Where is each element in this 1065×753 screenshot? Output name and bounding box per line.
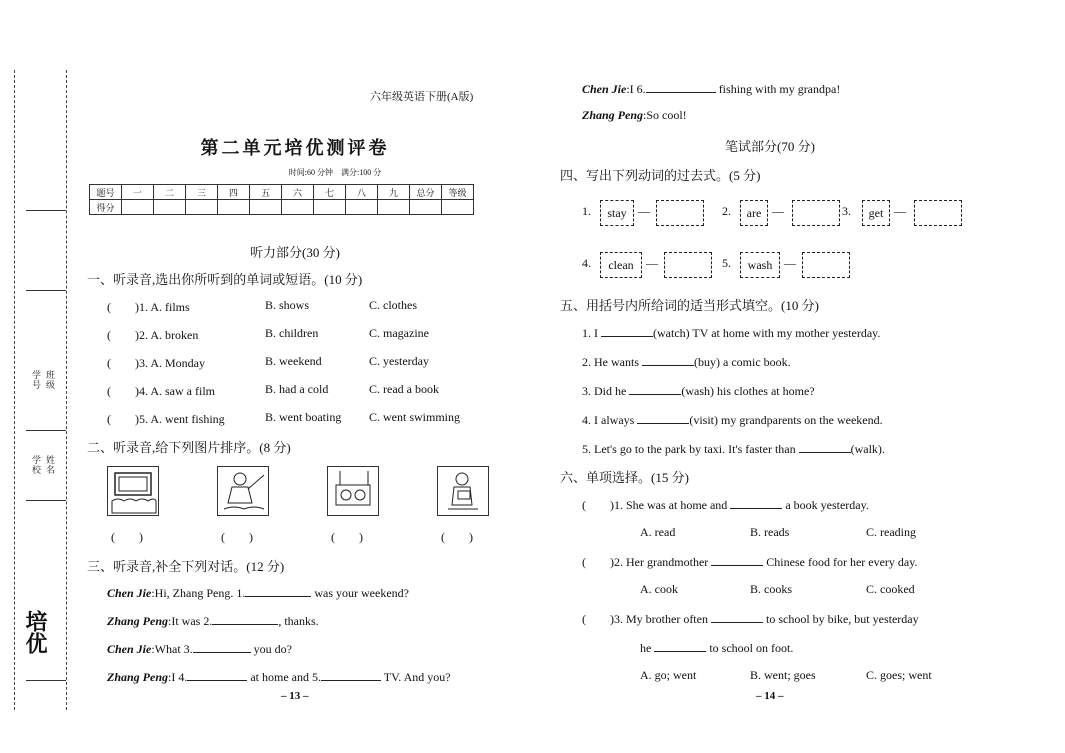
- class-field-label: 班级: [45, 370, 55, 390]
- speaker-name: Zhang Peng: [107, 670, 169, 684]
- mc-question: ( )2. Her grandmother Chinese food for her every day.: [582, 555, 918, 569]
- answer-blank[interactable]: [711, 553, 763, 566]
- reading-drawing: [438, 467, 488, 515]
- mc-question: ( )1. She was at home and a book yesterday.: [582, 498, 869, 512]
- speaker-name: Zhang Peng: [107, 614, 169, 628]
- fishing-picture: [217, 466, 269, 516]
- fill-item: 5. Let's go to the park by taxi. It's faster than (walk).: [582, 442, 885, 456]
- speaker-name: Zhang Peng: [582, 108, 644, 122]
- option-c[interactable]: C. cooked: [866, 582, 915, 596]
- score-cell[interactable]: [122, 200, 154, 215]
- verb-box: get: [862, 200, 890, 226]
- fishing-drawing: [218, 467, 268, 515]
- score-header: 题号: [90, 185, 122, 200]
- brand-logo: [20, 610, 56, 690]
- verb-item-num: 5.: [722, 256, 731, 270]
- section1-title: 一、听录音,选出你所听到的单词或短语。(10 分): [87, 272, 363, 287]
- strip-divider: [26, 290, 66, 291]
- brand-text: 培优: [23, 610, 48, 654]
- order-bracket[interactable]: ( ): [331, 530, 363, 544]
- cut-line: [66, 70, 67, 710]
- score-header: 六: [282, 185, 314, 200]
- cleaning-drawing: [328, 467, 378, 515]
- answer-blank[interactable]: [321, 668, 381, 681]
- answer-blank[interactable]: [212, 612, 278, 625]
- score-header: 等级: [442, 185, 474, 200]
- right-page: [560, 70, 980, 710]
- order-bracket[interactable]: ( ): [111, 530, 143, 544]
- strip-divider: [26, 680, 66, 681]
- verb-item-num: 3.: [842, 204, 851, 218]
- score-cell[interactable]: [346, 200, 378, 215]
- answer-blank[interactable]: [637, 411, 689, 424]
- tv-picture: [107, 466, 159, 516]
- fill-item: 2. He wants (buy) a comic book.: [582, 355, 791, 369]
- score-header: 总分: [410, 185, 442, 200]
- score-cell[interactable]: [186, 200, 218, 215]
- answer-blank[interactable]: [646, 80, 716, 93]
- answer-blank[interactable]: [187, 668, 247, 681]
- answer-blank[interactable]: [654, 639, 706, 652]
- score-cell[interactable]: [154, 200, 186, 215]
- score-header-row: [90, 185, 474, 200]
- verb-box: clean: [600, 252, 642, 278]
- answer-blank[interactable]: [711, 610, 763, 623]
- score-table: [89, 184, 474, 215]
- score-header: 七: [314, 185, 346, 200]
- score-cell[interactable]: [442, 200, 474, 215]
- section4-title: 四、写出下列动词的过去式。(5 分): [560, 168, 761, 183]
- option-a[interactable]: A. cook: [640, 582, 678, 596]
- left-page: 六年级英语下册(A版) 第二单元培优测评卷 时间:60 分钟 满分:100 分 题号 一 二 三 四 五 六 七 八 九 总分 等级 得分 听力部分(30 分) 一、听录音,选出你所听到的单词或短语。(10 分) ( )1. A. films B. shows C. clothes ( )2. A. broken B. children C. magazine ( )3. A. Monday B. weekend C. yesterday ( )4. A. saw a film B. had a cold C. read a book ( )5. A. went fishing B. went boating C. went swimming 二、听录音,给下列图片排序。(8 分) ( ) ( ) ( ) ( ) 三、听录音,补全下列对话。(12 分) Chen Jie:Hi, Zhang Peng. 1. was your weekend? Zhang Peng:It was 2. , thanks. Chen Jie:What 3. you do? Zhang Peng:I 4. at home and 5. TV. And you? – 13 –: [85, 70, 505, 710]
- dash: —: [638, 204, 650, 218]
- section3-title: 三、听录音,补全下列对话。(12 分): [87, 559, 285, 574]
- dash: —: [784, 256, 796, 270]
- order-bracket[interactable]: ( ): [221, 530, 253, 544]
- section6-title: 六、单项选择。(15 分): [560, 470, 689, 485]
- answer-blank[interactable]: [193, 640, 251, 653]
- score-cell[interactable]: [282, 200, 314, 215]
- dialog-line: Chen Jie:What 3. you do?: [107, 642, 292, 656]
- score-cell[interactable]: [218, 200, 250, 215]
- dash: —: [772, 204, 784, 218]
- verb-item-num: 2.: [722, 204, 731, 218]
- option-b[interactable]: B. cooks: [750, 582, 792, 596]
- section5-title: 五、用括号内所给词的适当形式填空。(10 分): [560, 298, 819, 313]
- dash: —: [894, 204, 906, 218]
- speaker-name: Chen Jie: [582, 82, 627, 96]
- dash: —: [646, 256, 658, 270]
- score-header: 二: [154, 185, 186, 200]
- fill-item: 3. Did he (wash) his clothes at home?: [582, 384, 815, 398]
- tv-drawing: [108, 467, 158, 515]
- answer-blank[interactable]: [730, 496, 782, 509]
- score-header: 四: [218, 185, 250, 200]
- option-b[interactable]: B. reads: [750, 525, 790, 539]
- score-header: 五: [250, 185, 282, 200]
- option-a[interactable]: A. go; went: [640, 668, 697, 682]
- dialog-line: Chen Jie:I 6. fishing with my grandpa!: [582, 82, 841, 96]
- answer-box[interactable]: [914, 200, 962, 226]
- written-part-heading: 笔试部分(70 分): [725, 139, 815, 154]
- option-a[interactable]: A. read: [640, 525, 676, 539]
- option-b[interactable]: B. went; goes: [750, 668, 816, 682]
- strip-divider: [26, 430, 66, 431]
- strip-divider: [26, 500, 66, 501]
- page-number: – 13 –: [281, 690, 309, 702]
- page-number: – 14 –: [756, 690, 784, 702]
- score-header: 八: [346, 185, 378, 200]
- score-cell[interactable]: [410, 200, 442, 215]
- answer-blank[interactable]: [601, 324, 653, 337]
- fill-item: 4. I always (visit) my grandparents on the weekend.: [582, 413, 883, 427]
- exam-title: 第二单元培优测评卷: [200, 138, 390, 158]
- time-info: 时间:60 分钟 满分:100 分: [288, 168, 382, 177]
- grade-label: 六年级英语下册(A版): [370, 91, 474, 103]
- dialog-line: Chen Jie:Hi, Zhang Peng. 1. was your weekend?: [107, 586, 409, 600]
- answer-blank[interactable]: [642, 353, 694, 366]
- verb-box: stay: [600, 200, 634, 226]
- order-bracket[interactable]: ( ): [441, 530, 473, 544]
- strip-divider: [26, 210, 66, 211]
- fill-item: 1. I (watch) TV at home with my mother yesterday.: [582, 326, 881, 340]
- id-field-label: 学号: [31, 370, 41, 390]
- mc-question-line2: he to school on foot.: [640, 641, 794, 655]
- verb-box: are: [740, 200, 768, 226]
- speaker-name: Chen Jie: [107, 586, 152, 600]
- cleaning-picture: [327, 466, 379, 516]
- school-field-label: 学校: [31, 455, 41, 475]
- fold-line: [14, 70, 15, 710]
- answer-blank[interactable]: [245, 584, 311, 597]
- reading-picture: [437, 466, 489, 516]
- answer-box[interactable]: [792, 200, 840, 226]
- answer-blank[interactable]: [629, 382, 681, 395]
- option-c[interactable]: C. reading: [866, 525, 916, 539]
- answer-box[interactable]: [656, 200, 704, 226]
- verb-box: wash: [740, 252, 780, 278]
- name-field-label: 姓名: [45, 455, 55, 475]
- score-cell[interactable]: [314, 200, 346, 215]
- answer-box[interactable]: [802, 252, 850, 278]
- verb-item-num: 4.: [582, 256, 591, 270]
- score-header: 一: [122, 185, 154, 200]
- score-header: 九: [378, 185, 410, 200]
- score-row-label: 得分: [90, 200, 122, 215]
- speaker-name: Chen Jie: [107, 642, 152, 656]
- dialog-line: Zhang Peng:It was 2. , thanks.: [107, 614, 319, 628]
- answer-blank[interactable]: [799, 440, 851, 453]
- dialog-line: Zhang Peng:I 4. at home and 5. TV. And you?: [107, 670, 451, 684]
- score-cell[interactable]: [250, 200, 282, 215]
- binding-strip: [8, 70, 74, 710]
- verb-item-num: 1.: [582, 204, 591, 218]
- score-value-row: [90, 200, 474, 215]
- score-header: 三: [186, 185, 218, 200]
- answer-box[interactable]: [664, 252, 712, 278]
- score-cell[interactable]: [378, 200, 410, 215]
- mc-question: ( )3. My brother often to school by bike, but yesterday: [582, 612, 919, 626]
- section2-title: 二、听录音,给下列图片排序。(8 分): [87, 440, 291, 455]
- dialog-line: Zhang Peng:So cool!: [582, 108, 687, 122]
- option-c[interactable]: C. goes; went: [866, 668, 932, 682]
- listening-part-heading: 听力部分(30 分): [250, 245, 340, 260]
